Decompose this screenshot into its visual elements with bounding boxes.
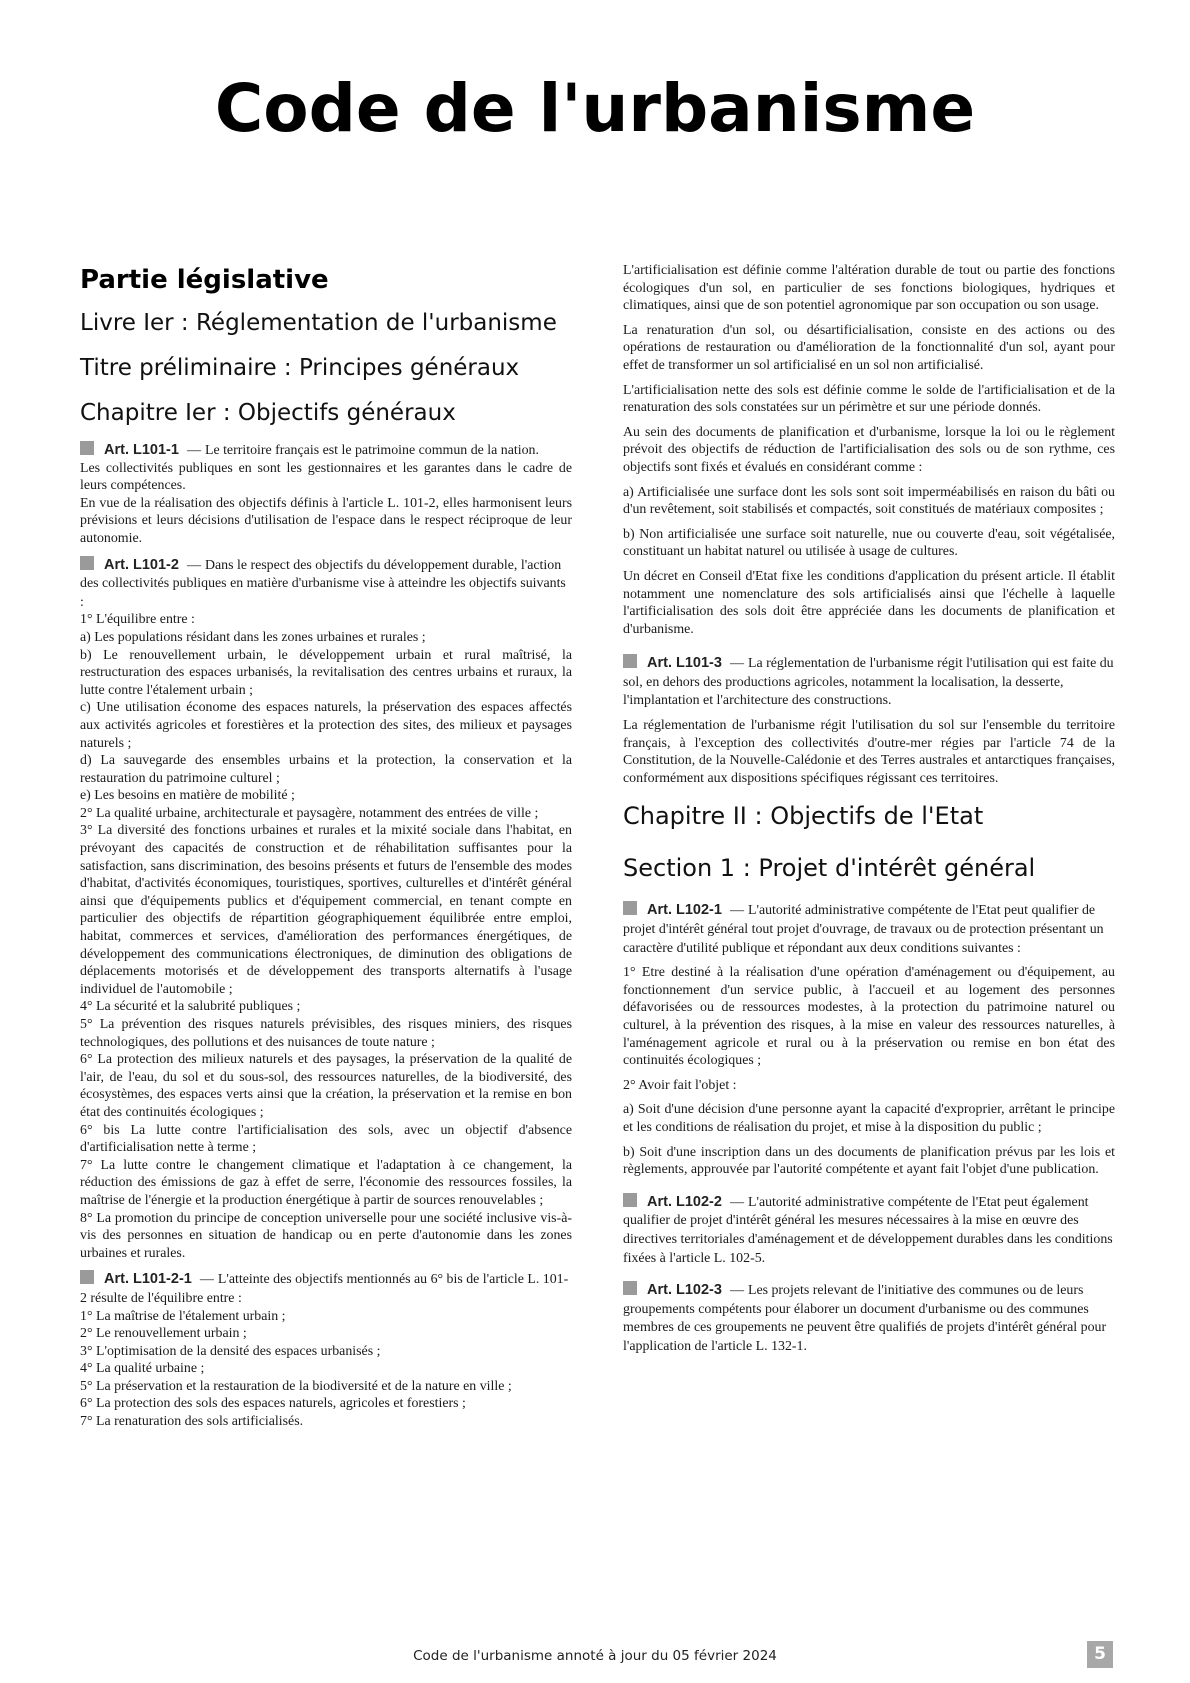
article-text: 4° La qualité urbaine ;	[80, 1361, 205, 1377]
article-label: Art. L101-2	[104, 556, 179, 573]
article-label: Art. L101-2-1	[104, 1271, 192, 1288]
dash: —	[186, 557, 201, 573]
article-text: Les collectivités publiques en sont les gestionnaires et les garantes dans le cadre de leurs compétences.	[80, 460, 572, 494]
article-text: Le territoire français est le patrimoine commun de la nation.	[204, 443, 539, 458]
dash: —	[199, 1272, 214, 1288]
paragraph: La renaturation d'un sol, ou désartificialisation, consiste en des actions ou des opérations de restauration ou d'amélioration de la fonctionnalité d'un sol, ayant pour effet de transformer un sol artificialisé en un sol non artificialisé.	[623, 322, 1115, 373]
article-text: En vue de la réalisation des objectifs définis à l'article L. 101-2, elles harmonisent leurs prévisions et leurs décisions d'utilisation de l'espace dans le respect réciproque de leur autonomie.	[80, 495, 572, 546]
article-text: 3° L'optimisation de la densité des espaces urbanisés ;	[80, 1343, 381, 1359]
article-text: La réglementation de l'urbanisme régit l'utilisation qui est faite du sol, en dehors des productions agricoles, notamment la localisation, la desserte, l'implantation et l'architecture des constructions.	[623, 656, 1114, 709]
article-text: 8° La promotion du principe de conception universelle pour une société inclusive vis-à-vis des personnes en situation de handicap ou en perte d'autonomie dans les zones urbaines et rurales.	[80, 1210, 572, 1261]
article-text: d) La sauvegarde des ensembles urbains et la protection, la conservation et la restauration du patrimoine culturel ;	[80, 753, 572, 786]
article-label: Art. L102-1	[647, 902, 722, 919]
article-l101-2	[80, 556, 572, 1263]
heading-partie: Partie législative	[80, 265, 329, 295]
article-marker-icon	[623, 901, 637, 915]
article-marker-icon	[623, 654, 637, 668]
article-marker-icon	[80, 441, 94, 455]
dash: —	[729, 656, 744, 672]
paragraph: L'artificialisation est définie comme l'altération durable de tout ou partie des fonctions écologiques d'un sol, en particulier de ses fonctions biologiques, hydriques et climatiques, ainsi que de son potentiel agronomique par son occupation ou son usage.	[623, 263, 1115, 314]
heading-chapitre: Chapitre Ier : Objectifs généraux	[80, 400, 456, 426]
article-label: Art. L102-2	[647, 1193, 722, 1210]
paragraph: Au sein des documents de planification et d'urbanisme, lorsque la loi ou le règlement prévoit des objectifs de réduction de l'artificialisation des sols ou de son rythme, ces objectifs sont fixés et évalués en considérant comme :	[623, 424, 1115, 475]
article-text: e) Les besoins en matière de mobilité ;	[80, 788, 295, 804]
article-text: 1° La maîtrise de l'étalement urbain ;	[80, 1308, 286, 1324]
article-marker-icon	[623, 1193, 637, 1207]
paragraph: a) Soit d'une décision d'une personne ayant la capacité d'exproprier, arrêtant le principe et les conditions de réalisation du projet, et mise à la disposition du public ;	[623, 1102, 1115, 1135]
article-text: 2° La qualité urbaine, architecturale et paysagère, notamment des entrées de ville ;	[80, 805, 539, 821]
article-l101-3	[623, 654, 1115, 787]
article-l102-3	[623, 1281, 1115, 1355]
document-title: Code de l'urbanisme	[214, 70, 976, 147]
article-text: Les projets relevant de l'initiative des communes ou de leurs groupements compétents pour élaborer un document d'urbanisme ou des communes membres de ces groupements ne peuvent être qualifiés de projets d'intérêt général pour l'application de l'article L. 132-1.	[623, 1283, 1107, 1354]
paragraph: a) Artificialisée une surface dont les sols sont soit imperméabilisés en raison du bâti ou d'un revêtement, soit stabilisés et compactés, soit constitués de matériaux composites ;	[623, 484, 1115, 518]
article-text: L'autorité administrative compétente de l'Etat peut qualifier de projet d'intérêt général tout projet d'ouvrage, de travaux ou de protection présentant un caractère d'utilité publique et répondant aux deux conditions suivantes :	[623, 903, 1104, 956]
article-l102-2	[623, 1193, 1115, 1267]
article-label: Art. L101-3	[647, 655, 722, 672]
paragraph: b) Soit d'une inscription dans un des documents de planification prévus par les lois et règlements, approuvée par l'autorité compétente et ayant fait l'objet d'une publication.	[623, 1144, 1115, 1178]
article-text: 7° La renaturation des sols artificialisés.	[80, 1414, 304, 1430]
paragraph: 1° Etre destiné à la réalisation d'une opération d'aménagement ou d'équipement, au fonctionnement d'un service public, à l'accueil et au logement des personnes défavorisées ou de ressources modestes, à la protection du patrimoine naturel ou culturel, à la prévention des risques, à la mise en valeur des ressources naturelles, à l'aménagement agricole et rural ou à la préservation ou remise en bon état des continuités écologiques ;	[623, 965, 1115, 1069]
article-text: 5° La préservation et la restauration de la biodiversité et de la nature en ville ;	[80, 1378, 512, 1394]
paragraph: 2° Avoir fait l'objet :	[623, 1077, 737, 1093]
paragraph: L'artificialisation nette des sols est définie comme le solde de l'artificialisation et de la renaturation des sols constatées sur un périmètre et sur une période donnés.	[623, 382, 1115, 416]
article-marker-icon	[80, 1270, 94, 1284]
paragraph: Un décret en Conseil d'Etat fixe les conditions d'application du présent article. Il établit notamment une nomenclature des sols artificialisés ainsi que l'échelle à laquelle l'artificialisation des sols doit être appréciée dans les documents de planification et d'urbanisme.	[623, 568, 1115, 637]
article-text: 3° La diversité des fonctions urbaines et rurales et la mixité sociale dans l'habitat, en prévoyant des capacités de construction et de réhabilitation suffisantes pour la satisfaction, sans discrimination, des besoins présents et futurs de l'ensemble des modes d'habitat, d'activités économiques, touristiques, sportives, culturelles et d'intérêt général ainsi que d'équipements publics et d'équipement commercial, en tenant compte en particulier des objectifs de répartition géographiquement équilibrée entre emploi, habitat, commerces et services, d'amélioration des performances énergétiques, de développement des communications électroniques, de diminution des obligations de déplacements motorisés et de développement des transports alternatifs à l'usage individuel de l'automobile ;	[80, 823, 572, 997]
heading-titre: Titre préliminaire : Principes généraux	[80, 355, 520, 381]
footer-text: Code de l'urbanisme annoté à jour du 05 février 2024	[413, 1648, 777, 1664]
article-text: c) Une utilisation économe des espaces naturels, la préservation des espaces affectés aux activités agricoles et forestières et la protection des sites, des milieux et paysages naturels ;	[80, 700, 572, 751]
article-l101-2-1	[80, 1270, 572, 1430]
article-text: a) Les populations résidant dans les zones urbaines et rurales ;	[80, 629, 426, 645]
paragraph: La réglementation de l'urbanisme régit l'utilisation du sol sur l'ensemble du territoire français, à l'exception des collectivités d'outre-mer régies par l'article 74 de la Constitution, de la Nouvelle-Calédonie et des Terres australes et antarctiques françaises, conformément aux dispositions spécifiques régissant ces territoires.	[623, 718, 1115, 786]
dash: —	[729, 1283, 744, 1299]
article-text: 7° La lutte contre le changement climatique et l'adaptation à ce changement, la réduction des émissions de gaz à effet de serre, l'économie des ressources fossiles, la maîtrise de l'énergie et la production énergétique à partir de sources renouvelables ;	[80, 1157, 572, 1208]
dash: —	[186, 443, 201, 458]
article-label: Art. L101-1	[104, 442, 179, 458]
dash: —	[729, 903, 744, 919]
heading-chapitre-2: Chapitre II : Objectifs de l'Etat	[623, 802, 984, 831]
article-text: Dans le respect des objectifs du développement durable, l'action des collectivités publiques en matière d'urbanisme vise à atteindre les objectifs suivants :	[80, 557, 566, 610]
article-label: Art. L102-3	[647, 1282, 722, 1299]
heading-section-1: Section 1 : Projet d'intérêt général	[623, 854, 1036, 883]
article-text: 6° La protection des sols des espaces naturels, agricoles et forestiers ;	[80, 1396, 466, 1412]
article-l101-1	[80, 441, 572, 548]
article-text: L'atteinte des objectifs mentionnés au 6° bis de l'article L. 101-2 résulte de l'équilibre entre :	[80, 1272, 569, 1306]
article-marker-icon	[80, 556, 94, 570]
left-column	[80, 262, 572, 1439]
article-marker-icon	[623, 1281, 637, 1295]
right-column	[623, 262, 1115, 1364]
article-text: 4° La sécurité et la salubrité publiques ;	[80, 999, 301, 1015]
article-text: 6° bis La lutte contre l'artificialisation des sols, avec un objectif d'absence d'artificialisation nette à terme ;	[80, 1122, 572, 1156]
article-text: 1° L'équilibre entre :	[80, 612, 195, 628]
paragraph: b) Non artificialisée une surface soit naturelle, nue ou couverte d'eau, soit végétalisée, constituant un habitat naturel ou utilisée à usage de cultures.	[623, 526, 1115, 560]
article-l102-1	[623, 901, 1115, 1178]
article-text: L'autorité administrative compétente de l'Etat peut également qualifier de projet d'intérêt général les mesures nécessaires à la mise en œuvre des directives territoriales d'aménagement et de développement durables dans les conditions fixées à l'article L. 102-5.	[623, 1194, 1113, 1266]
article-text: 2° Le renouvellement urbain ;	[80, 1326, 247, 1342]
article-text: b) Le renouvellement urbain, le développement urbain et rural maîtrisé, la restructuration des espaces urbanisés, la revitalisation des centres urbains et ruraux, la lutte contre l'étalement urbain ;	[80, 647, 572, 698]
heading-livre: Livre Ier : Réglementation de l'urbanisme	[80, 310, 557, 336]
article-text: 6° La protection des milieux naturels et des paysages, la préservation de la qualité de l'air, de l'eau, du sol et du sous-sol, des ressources naturelles, de la biodiversité, des écosystèmes, des espaces verts ainsi que la création, la préservation et la remise en bon état des continuités écologiques ;	[80, 1052, 572, 1120]
article-text: 5° La prévention des risques naturels prévisibles, des risques miniers, des risques technologiques, des pollutions et des nuisances de toute nature ;	[80, 1017, 572, 1050]
page-number: 5	[1087, 1641, 1113, 1668]
dash: —	[729, 1194, 744, 1210]
